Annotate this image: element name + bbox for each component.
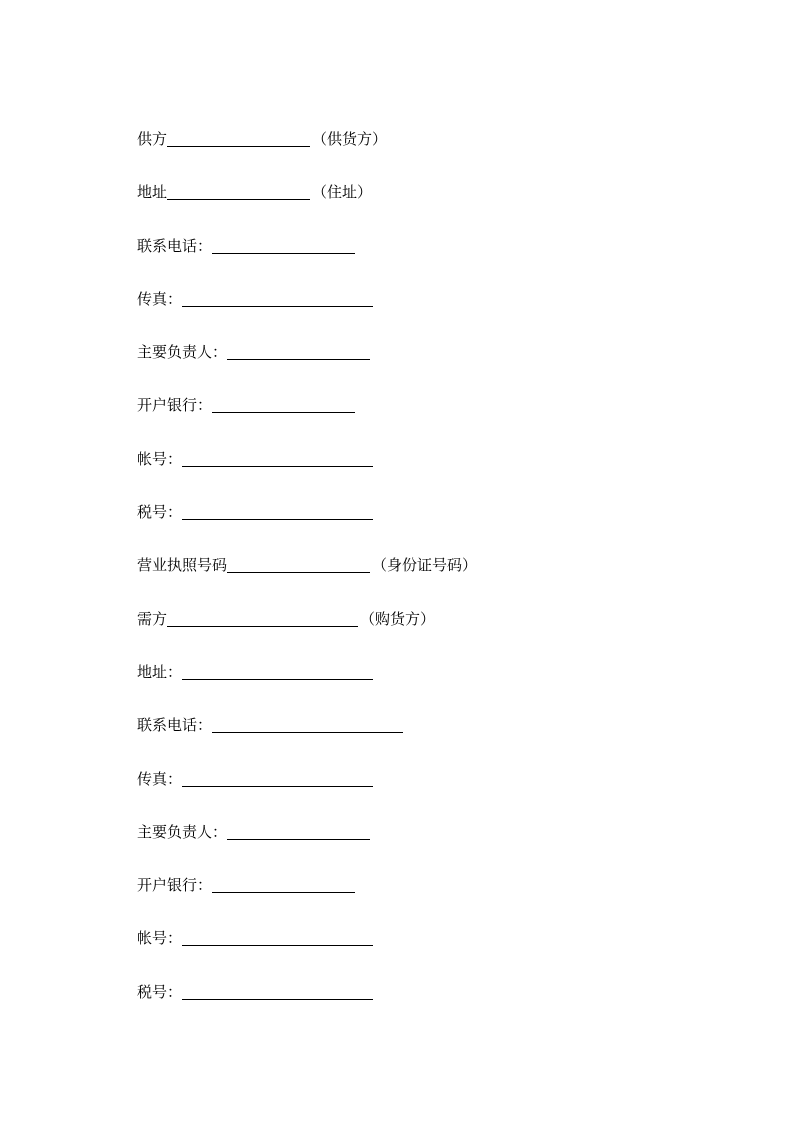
buyer-phone-label: 联系电话： [137, 716, 213, 735]
buyer-address-row [137, 661, 477, 714]
buyer-phone-row [137, 714, 477, 767]
supplier-name-blank[interactable] [167, 128, 310, 150]
supplier-manager-label: 主要负责人： [137, 343, 228, 362]
supplier-phone-row [137, 235, 477, 288]
supplier-license-note: （身份证号码） [372, 556, 478, 575]
supplier-manager-blank[interactable] [227, 341, 370, 363]
buyer-note: （购货方） [360, 609, 436, 628]
buyer-bank-blank[interactable] [212, 874, 355, 896]
supplier-phone-blank[interactable] [212, 235, 355, 257]
buyer-fax-row [137, 768, 477, 821]
buyer-bank-label: 开户银行： [137, 876, 213, 895]
supplier-license-label: 营业执照号码 [137, 556, 228, 575]
buyer-fax-label: 传真： [137, 769, 183, 788]
supplier-address-blank[interactable] [167, 181, 310, 203]
buyer-manager-label: 主要负责人： [137, 822, 228, 841]
supplier-tax-label: 税号： [137, 503, 183, 522]
buyer-name-row [137, 608, 477, 661]
buyer-tax-row [137, 981, 477, 1034]
buyer-label: 需方 [137, 609, 168, 628]
supplier-phone-label: 联系电话： [137, 236, 213, 255]
buyer-phone-blank[interactable] [212, 714, 403, 736]
supplier-account-blank[interactable] [182, 448, 373, 470]
buyer-bank-row [137, 874, 477, 927]
supplier-bank-blank[interactable] [212, 394, 355, 416]
buyer-account-label: 帐号： [137, 929, 183, 948]
buyer-tax-label: 税号： [137, 982, 183, 1001]
buyer-address-blank[interactable] [182, 661, 373, 683]
supplier-account-label: 帐号： [137, 449, 183, 468]
supplier-address-label: 地址 [137, 183, 168, 202]
buyer-fax-blank[interactable] [182, 768, 373, 790]
supplier-name-row [137, 128, 477, 181]
buyer-manager-row [137, 821, 477, 874]
buyer-manager-blank[interactable] [227, 821, 370, 843]
buyer-account-row [137, 927, 477, 980]
buyer-account-blank[interactable] [182, 927, 373, 949]
supplier-note: （供货方） [312, 130, 388, 148]
supplier-label: 供方 [137, 130, 168, 148]
buyer-address-label: 地址： [137, 662, 183, 681]
supplier-bank-label: 开户银行： [137, 396, 213, 415]
supplier-license-row [137, 554, 477, 607]
supplier-account-row [137, 448, 477, 501]
supplier-license-blank[interactable] [227, 554, 370, 576]
buyer-tax-blank[interactable] [182, 981, 373, 1003]
party-info-form [137, 128, 477, 1034]
supplier-fax-row [137, 288, 477, 341]
supplier-fax-blank[interactable] [182, 288, 373, 310]
buyer-name-blank[interactable] [167, 608, 358, 630]
supplier-fax-label: 传真： [137, 289, 183, 308]
supplier-address-row [137, 181, 477, 234]
supplier-manager-row [137, 341, 477, 394]
supplier-tax-row [137, 501, 477, 554]
supplier-bank-row [137, 394, 477, 447]
supplier-address-note: （住址） [312, 183, 373, 202]
supplier-tax-blank[interactable] [182, 501, 373, 523]
